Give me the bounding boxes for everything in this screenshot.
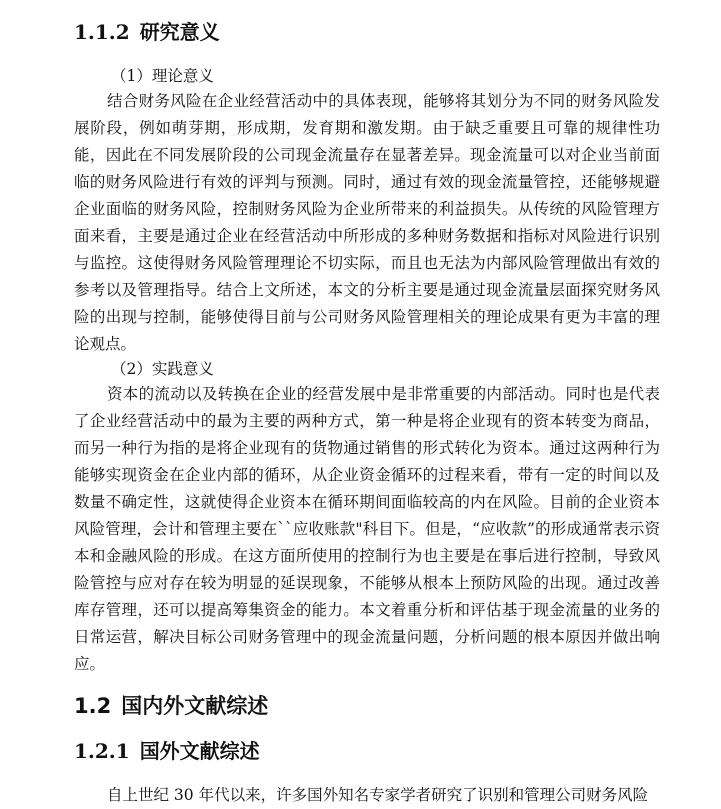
paragraph-foreign: 自上世纪 30 年代以来，许多国外知名专家学者研究了识别和管理公司财务风险 (107, 786, 649, 804)
heading-1-2 (74, 696, 268, 717)
heading-title: 研究意义 (139, 20, 220, 44)
heading-1-2-1 (74, 741, 260, 761)
heading-title: 国外文献综述 (139, 739, 260, 763)
heading-number: 1.2.1 (74, 739, 130, 763)
heading-title: 国内外文献综述 (121, 694, 269, 718)
subheading-practice: （2）实践意义 (111, 360, 214, 378)
heading-1-1-2 (74, 22, 220, 42)
heading-number: 1.1.2 (74, 20, 130, 44)
paragraph-practice: 资本的流动以及转换在企业的经营发展中是非常重要的内部活动。同时也是代表了企业经营活动中的最为主要的两种方式，第一种是将企业现有的资本转变为商品，而另一种行为指的是将企业现有的货物通过销售的形式转化为资本。通过这两种行为能够实现资金在企业内部的循环，从企业资金循环的过程来看，带有一定的时间以及数量不确定性，这就使得企业资本在循环期间面临较高的内在风险。目前的企业资本风险管理，会计和管理主要在``应收账款"科目下。但是，“应收款”的形成通常表示资本和金融风险的形成。在这方面所使用的控制行为也主要是在事后进行控制，导致风险管控与应对存在较为明显的延误现象，不能够从根本上预防风险的出现。通过改善库存管理，还可以提高筹集资金的能力。本文着重分析和评估基于现金流量的业务的日常运营，解决目标公司财务管理中的现金流量问题，分析问题的根本原因并做出响应。 (74, 385, 660, 673)
heading-number: 1.2 (74, 694, 112, 718)
paragraph-theory: 结合财务风险在企业经营活动中的具体表现，能够将其划分为不同的财务风险发展阶段，例如萌芽期，形成期，发育期和激发期。由于缺乏重要且可靠的规律性功能，因此在不同发展阶段的公司现金流量存在显著差异。现金流量可以对企业当前面临的财务风险进行有效的评判与预测。同时，通过有效的现金流量管控，还能够规避企业面临的财务风险，控制财务风险为企业所带来的利益损失。从传统的风险管理方面来看，主要是通过企业在经营活动中所形成的多种财务数据和指标对风险进行识别与监控。这使得财务风险管理理论不切实际，而且也无法为内部风险管理做出有效的参考以及管理指导。结合上文所述，本文的分析主要是通过现金流量层面探究财务风险的出现与控制，能够使得目前与公司财务风险管理相关的理论成果有更为丰富的理论观点。 (74, 92, 660, 353)
subheading-theory: （1）理论意义 (111, 67, 214, 85)
